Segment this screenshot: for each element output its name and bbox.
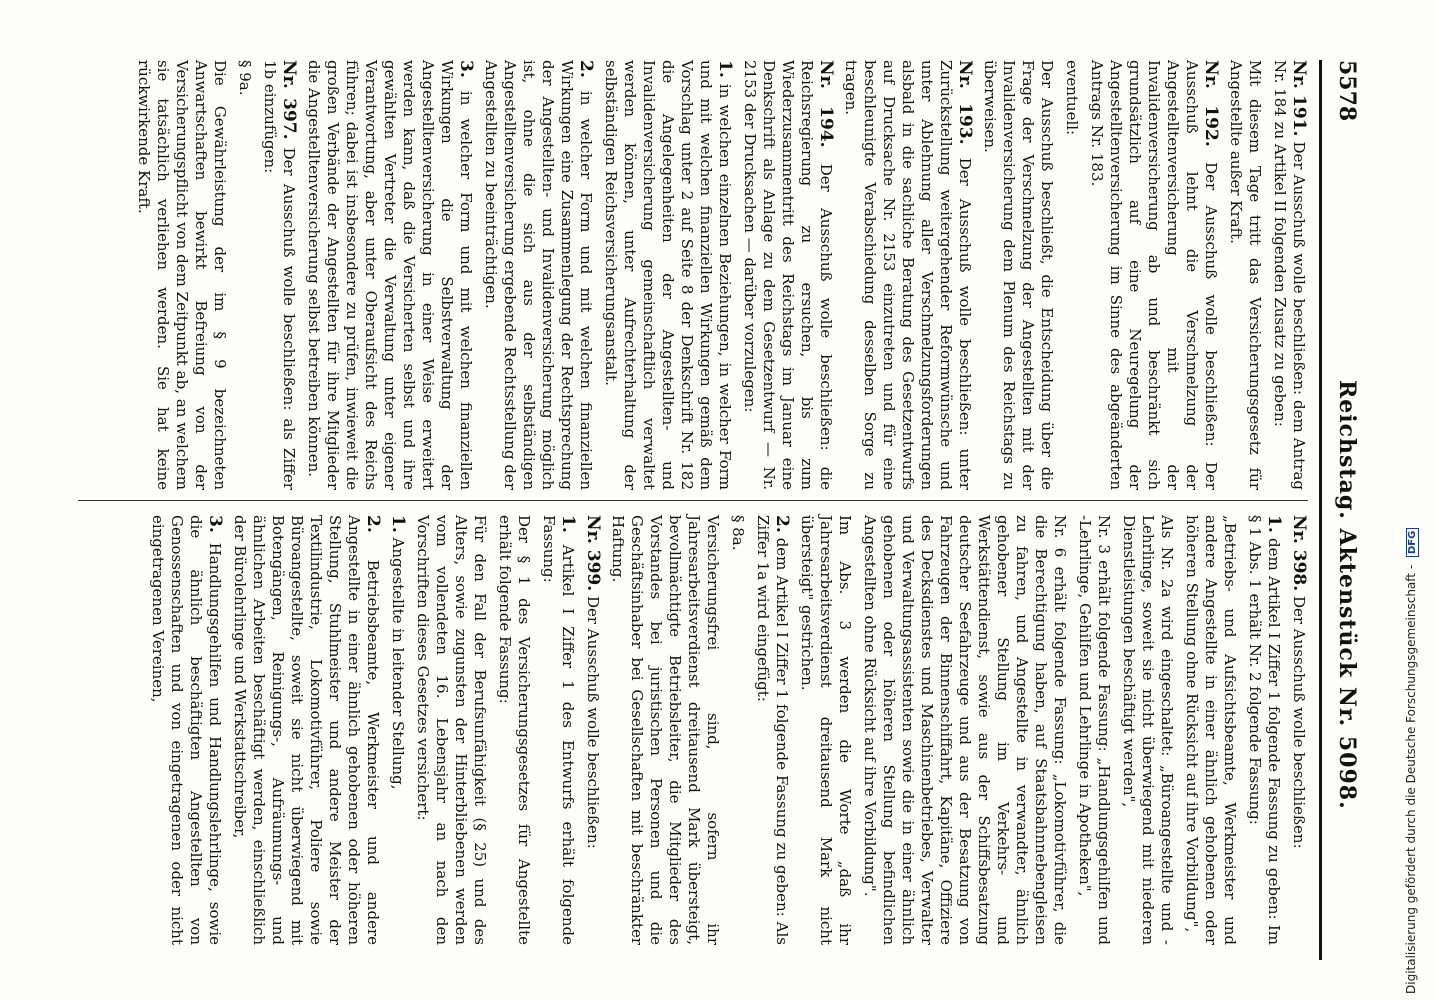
- paragraph-text: Artikel I Ziffer 1 des Entwurfs erhält folgende Fassung:: [540, 515, 577, 945]
- left-column: [128, 60, 1308, 490]
- paragraph: [1062, 60, 1081, 490]
- paragraph-text: Der Ausschuß wolle beschließen: dem Antrag Nr. 184 zu Artikel II folgenden Zusatz zu geben:: [1271, 60, 1308, 490]
- paragraph-text: Der Ausschuß beschließt, die Entscheidung über die Frage der Verschmelzung der Angestellten mit der Invalidenversicherung dem Plenum des Reichstags zu überweisen.: [981, 60, 1056, 490]
- paragraph-text: Betriebsbeamte, Werkmeister und andere Angestellte in einer ähnlich gehobenen oder höheren Stellung, Stuhlmeister und andere Meister der Textilindustrie, Lokomotivführer, Poliere sowie Büroangestellte, soweit sie nicht überwiegend mit Botengängen, Reinigungs-, Aufräumungs- und ähnlichen Arbeiten beschäftigt werden, einschließlich der Bürolehrlinge und Werkstattschreiber,: [231, 515, 382, 945]
- paragraph: [1245, 515, 1283, 945]
- dfg-logo: DFG: [1406, 528, 1419, 557]
- paragraph: [608, 515, 722, 945]
- paragraph-number: 1.: [558, 515, 578, 533]
- paragraph: [980, 60, 1056, 490]
- paragraph-text: in welcher Form und mit welchen finanziellen Wirkungen die Selbstverwaltung der Angestelltenversicherung in einer Weise erweitert werden kann, daß die Versicherten selbst und ihre gewählten Vertreter die Verwaltung unter eigener Verantwortung, aber unter Oberaufsicht des Reichs führen; dabei ist insbesondere zu prüfen, inwieweit die großen Verbände der Angestellten für ihre Mitglieder die Angestelltenversicherung selbst betreiben können.: [305, 60, 475, 490]
- paragraph-text: „Betriebs- und Aufsichtsbeamte, Werkmeister und andere Angestellte in einer ähnlich gehobenen oder höheren Stellung ohne Rücksicht auf ihre Vorbildung",: [1183, 515, 1239, 945]
- digitization-stamp: [1404, 4, 1426, 994]
- paragraph: [740, 60, 835, 490]
- paragraph-text: dem Artikel I Ziffer 1 folgende Fassung zu geben: Als Ziffer 1a wird eingefügt:: [754, 515, 791, 945]
- paragraph-number: Nr. 194.: [816, 60, 836, 148]
- paragraph: [388, 515, 407, 945]
- paragraph-text: Im Abs. 3 werden die Worte „daß ihr Jahresarbeitsverdienst dreitausend Mark nicht übersteigt" gestrichen.: [798, 515, 854, 945]
- paragraph-text: Der § 1 des Versicherungsgesetzes für Angestellte erhält folgende Fassung:: [496, 515, 533, 945]
- paragraph-text: § 9a.: [236, 60, 254, 96]
- right-column: [142, 515, 1308, 945]
- column-divider: [78, 500, 1308, 501]
- paragraph: [1226, 60, 1264, 490]
- paragraph-text: Nr. 6 erhält folgende Fassung: „Lokomotivführer, die die Berechtigung haben, auf Staatsbahnnebengleisen zu fahren, und Angestellte in verwandter, ähnlich gehobener Stellung im Verkehrs- und Werkstättendienst, sowie aus der Schiffsbesatzung deutscher Seefahrzeuge und aus der Besatzung von Fahrzeugen der Binnenschiffahrt, Kapitäne, Offiziere des Decksdienstes und Maschinenbetriebes, Verwalter und Verwaltungsassistenten sowie die in einer ähnlich gehobenen oder höheren Stellung befindlichen Angestellten ohne Rücksicht auf ihre Vorbildung".: [861, 515, 1069, 945]
- paragraph-number: 2.: [576, 60, 596, 78]
- paragraph: [304, 60, 475, 490]
- paragraph-number: 1.: [388, 515, 408, 533]
- paragraph: [1087, 60, 1220, 490]
- paragraph-text: Als Nr. 2a wird eingeschaltet: „Büroangestellte und -Lehrlinge, soweit sie nicht überwiegend mit niederen Dienstleistungen beschäftigt werden",: [1120, 515, 1176, 945]
- paragraph-number: Nr. 398.: [1289, 515, 1309, 592]
- paragraph: [539, 515, 577, 945]
- paragraph: [753, 515, 791, 945]
- paragraph-text: in welcher Form und mit welchen finanziellen Wirkungen eine Zusammenlegung der Rechtsprechung der Angestellten- und Invalidenversicherung möglich ist, ohne die sich aus der selbständigen Angestelltenversicherung ergebende Rechtsstellung der Angestellten zu beeinträchtigen.: [482, 60, 595, 490]
- paragraph: [481, 60, 595, 490]
- paragraph: [797, 515, 854, 945]
- paragraph-number: Nr. 191.: [1289, 60, 1309, 137]
- paragraph-text: Der Ausschuß wolle beschließen: unter Zurückstellung weitergehender Reformwünsche und unter Ablehnung aller Verschmelzungsforderungen alsbald in die sachliche Beratung des Gesetzentwurfs auf Drucksache Nr. 2153 einzutreten und für eine beschleunigte Verabschiedung desselben Sorge zu tragen.: [842, 60, 974, 490]
- paragraph-text: Der Ausschuß wolle beschließen:: [1290, 595, 1308, 849]
- paragraph: [601, 60, 734, 490]
- page-number: 5578: [1334, 60, 1360, 122]
- paragraph: [413, 515, 489, 945]
- paragraph: [260, 60, 298, 490]
- header-rule: [1319, 60, 1322, 960]
- paragraph-text: Versicherungsfrei sind, sofern ihr Jahresarbeitsverdienst dreitausend Mark übersteigt, bevollmächtigte Betriebsleiter, die Mitglieder des Vorstandes bei juristischen Personen und die Geschäftsinhaber bei Gesellschaften mit beschränkter Haftung.: [609, 515, 722, 945]
- paragraph: [860, 515, 1069, 945]
- paragraph-number: Nr. 192.: [1201, 60, 1221, 147]
- paragraph-text: § 8a.: [729, 515, 747, 551]
- paragraph-number: 1.: [1264, 515, 1284, 533]
- paragraph-text: Nr. 3 erhält folgende Fassung: „Handlungsgehilfen und -Lehrlinge, Gehilfen und Lehrlinge in Apotheken",: [1076, 515, 1113, 945]
- paragraph: [495, 515, 533, 945]
- paragraph: [1270, 60, 1308, 490]
- paragraph: [1119, 515, 1176, 945]
- paragraph: [230, 515, 382, 945]
- paragraph-text: Angestellte in leitender Stellung,: [389, 537, 407, 790]
- paragraph-text: Der Ausschuß wolle beschließen: als Ziffer 1b einzufügen:: [261, 60, 298, 490]
- paragraph-text: in welchen einzelnen Beziehungen, in welcher Form und mit welchen finanziellen Wirkungen gemäß dem Vorschlag unter 2 auf Seite 8 der Denkschrift Nr. 182 die Angelegenheiten der Angestellten- und Invalidenversicherung gemeinschaftlich verwaltet werden können, unter Aufrechterhaltung der selbständigen Reichsversicherungsanstalt.: [602, 60, 734, 491]
- paragraph: [841, 60, 974, 490]
- paragraph-number: 3.: [456, 60, 476, 78]
- paragraph-number: 1.: [715, 60, 735, 78]
- paragraph-text: Mit diesem Tage tritt das Versicherungsgesetz für Angestellte außer Kraft.: [1227, 60, 1264, 490]
- paragraph: [1289, 515, 1308, 945]
- paragraph-number: Nr. 399.: [583, 515, 603, 592]
- paragraph-text: Handlungsgehilfen und Handlungslehrlinge, sowie die ähnlich beschäftigten Angestellten von Genossenschaften und von eingetragenen oder nicht eingetragenen Vereinen,: [149, 515, 224, 945]
- paragraph: [1182, 515, 1239, 945]
- paragraph-text: Der Ausschuß wolle beschließen:: [584, 595, 602, 849]
- paragraph-number: 3.: [205, 515, 225, 533]
- paragraph-text: Der Ausschuß wolle beschließen: Der Ausschuß lehnt die Verschmelzung der Angestelltenversicherung mit der Invalidenversicherung ab und beschränkt sich grundsätzlich auf eine Neuregelung der Angestelltenversicherung im Sinne des abgeänderten Antrags Nr. 183.: [1088, 60, 1220, 490]
- paragraph-number: 2.: [363, 515, 383, 533]
- rotated-text-area: [60, 60, 1360, 960]
- paragraph-number: Nr. 397.: [279, 60, 299, 140]
- paragraph: [583, 515, 602, 945]
- paragraph: [148, 515, 224, 945]
- paragraph-number: 2.: [772, 515, 792, 533]
- paragraph-text: Die Gewährleistung der im § 9 bezeichneten Anwartschaften bewirkt Befreiung von der Versicherungspflicht von dem Zeitpunkt ab, an welchem sie tatsächlich verliehen werden. Sie hat keine rückwirkende Kraft.: [135, 60, 229, 490]
- page-title: Reichstag. Aktenstück Nr. 5098.: [1334, 380, 1360, 810]
- paragraph-text: Für den Fall der Berufsunfähigkeit (§ 25) und des Alters, sowie zugunsten der Hinterbliebenen werden vom vollendeten 16. Lebensjahr an nach den Vorschriften dieses Gesetzes versichert:: [414, 515, 489, 945]
- paragraph: [235, 60, 254, 490]
- paragraph-text: eventuell:: [1063, 60, 1081, 136]
- paragraph: [728, 515, 747, 945]
- stamp-text: Digitalisierung gefördert durch die Deutsche Forschungsgemeinschaft -: [1404, 564, 1418, 994]
- paragraph: [134, 60, 229, 490]
- paragraph-text: dem Artikel I Ziffer 1 folgende Fassung zu geben: Im § 1 Abs. 1 erhält Nr. 2 folgende Fassung:: [1246, 515, 1283, 945]
- paragraph-text: Der Ausschuß wolle beschließen: die Reichsregierung zu ersuchen, bis zum Wiederzusammentritt des Reichstags im Januar eine Denkschrift als Anlage zu dem Gesetzentwurf — Nr. 2153 der Drucksachen — darüber vorzulegen:: [741, 60, 835, 490]
- paragraph-number: Nr. 193.: [955, 60, 975, 145]
- running-header: [1320, 60, 1360, 960]
- paragraph: [1075, 515, 1113, 945]
